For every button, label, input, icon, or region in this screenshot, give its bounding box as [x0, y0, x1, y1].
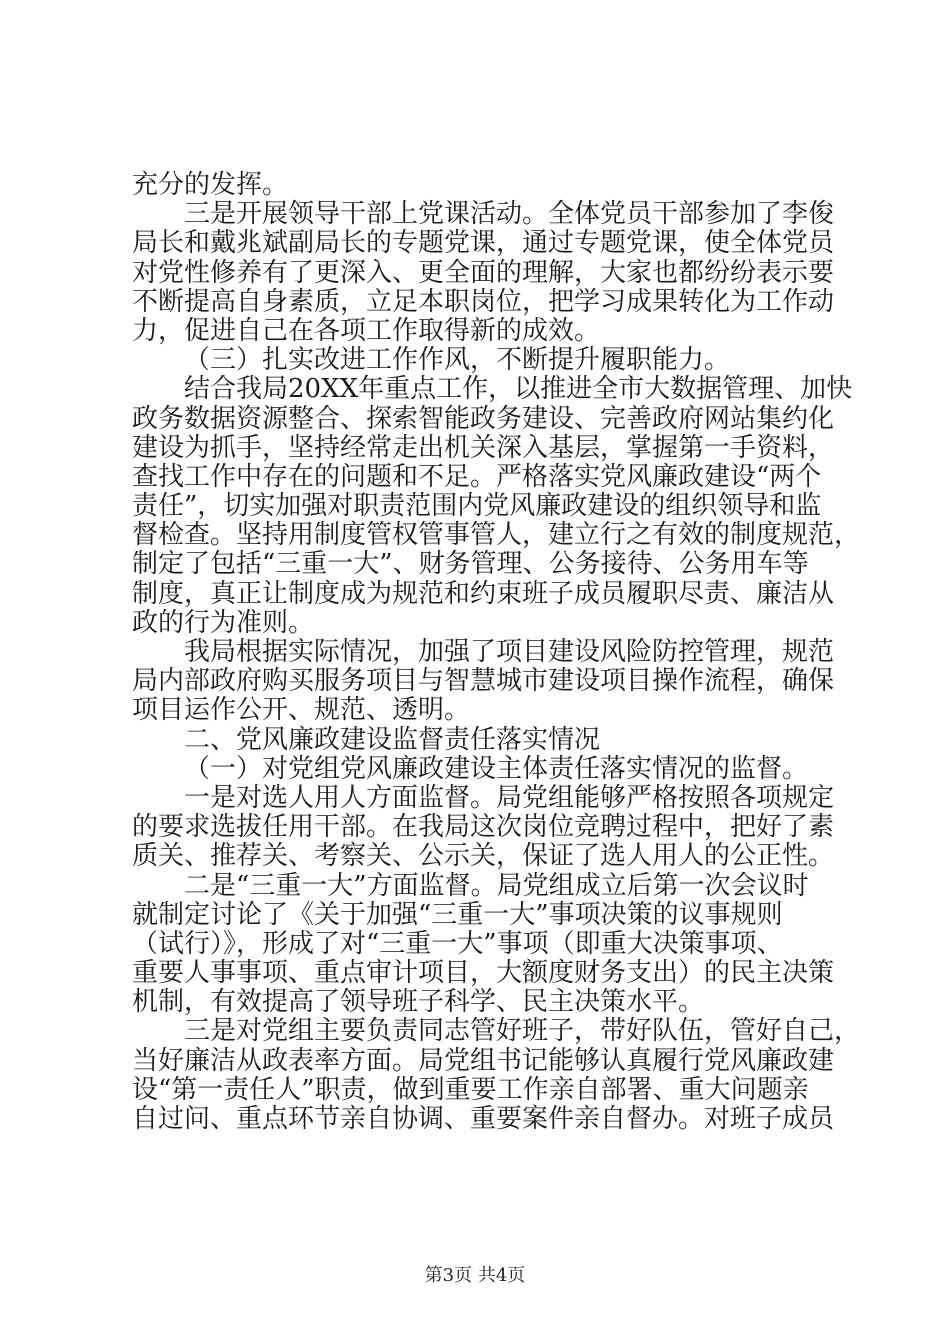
text-line: 质关、推荐关、考察关、公示关，保证了选人用人的公正性。 — [132, 841, 835, 872]
text-line: 责任”，切实加强对职责范围内党风廉政建设的组织领导和监 — [132, 491, 822, 522]
text-line: 对党性修养有了更深入、更全面的理解，大家也都纷纷表示要 — [132, 257, 835, 288]
text-line: 项目运作公开、规范、透明。 — [132, 695, 471, 726]
text-line: 建设为抓手，坚持经常走出机关深入基层，掌握第一手资料， — [132, 432, 835, 463]
text-line: 机制，有效提高了领导班子科学、民主决策水平。 — [132, 987, 705, 1018]
text-line: 制度，真正让制度成为规范和约束班子成员履职尽责、廉洁从 — [132, 578, 835, 609]
text-line: 三是开展领导干部上党课活动。全体党员干部参加了李俊 — [184, 199, 835, 230]
text-line: 充分的发挥。 — [132, 170, 289, 200]
text-line: 制定了包括“三重一大”、财务管理、公务接待、公务用车等 — [132, 549, 809, 580]
text-line: 不断提高自身素质，立足本职岗位，把学习成果转化为工作动 — [132, 286, 835, 317]
text-line: 就制定讨论了《关于加强“三重一大”事项决策的议事规则 — [132, 899, 783, 930]
text-line: 自过问、重点环节亲自协调、重要案件亲自督办。对班子成员 — [132, 1104, 835, 1134]
text-line: 重要人事事项、重点审计项目，大额度财务支出）的民主决策 — [132, 958, 835, 989]
text-line: 二是“三重一大”方面监督。局党组成立后第一次会议时 — [184, 870, 809, 901]
text-line: 我局根据实际情况，加强了项目建设风险防控管理，规范 — [184, 637, 835, 667]
text-line: 政的行为准则。 — [132, 607, 315, 638]
text-line: 局内部政府购买服务项目与智慧城市建设项目操作流程，确保 — [132, 666, 835, 697]
text-line: 查找工作中存在的问题和不足。严格落实党风廉政建设“两个 — [132, 461, 822, 492]
text-line: 督检查。坚持用制度管权管事管人，建立行之有效的制度规范， — [132, 520, 861, 551]
text-line: 政务数据资源整合、探索智能政务建设、完善政府网站集约化 — [132, 403, 835, 434]
section-heading: （一）对党组党风廉政建设主体责任落实情况的监督。 — [184, 753, 809, 784]
text-line: 局长和戴兆斌副局长的专题党课，通过专题党课，使全体党员 — [132, 228, 835, 259]
section-heading: 二、党风廉政建设监督责任落实情况 — [184, 724, 601, 755]
section-heading: （三）扎实改进工作作风，不断提升履职能力。 — [184, 345, 731, 376]
document-body — [132, 170, 861, 1134]
text-line: 结合我局20XX年重点工作，以推进全市大数据管理、加快 — [184, 374, 853, 405]
text-line: 力，促进自己在各项工作取得新的成效。 — [132, 315, 601, 346]
text-line: 三是对党组主要负责同志管好班子，带好队伍，管好自己， — [184, 1016, 861, 1047]
text-line: （试行）》，形成了对“三重一大”事项（即重大决策事项、 — [132, 928, 783, 959]
page-number-footer: 第3页 共4页 — [424, 1265, 526, 1286]
text-line: 的要求选拔任用干部。在我局这次岗位竞聘过程中，把好了素 — [132, 812, 835, 843]
text-line: 设“第一责任人”职责，做到重要工作亲自部署、重大问题亲 — [132, 1074, 809, 1105]
text-line: 当好廉洁从政表率方面。局党组书记能够认真履行党风廉政建 — [132, 1045, 835, 1076]
text-line: 一是对选人用人方面监督。局党组能够严格按照各项规定 — [184, 782, 835, 813]
